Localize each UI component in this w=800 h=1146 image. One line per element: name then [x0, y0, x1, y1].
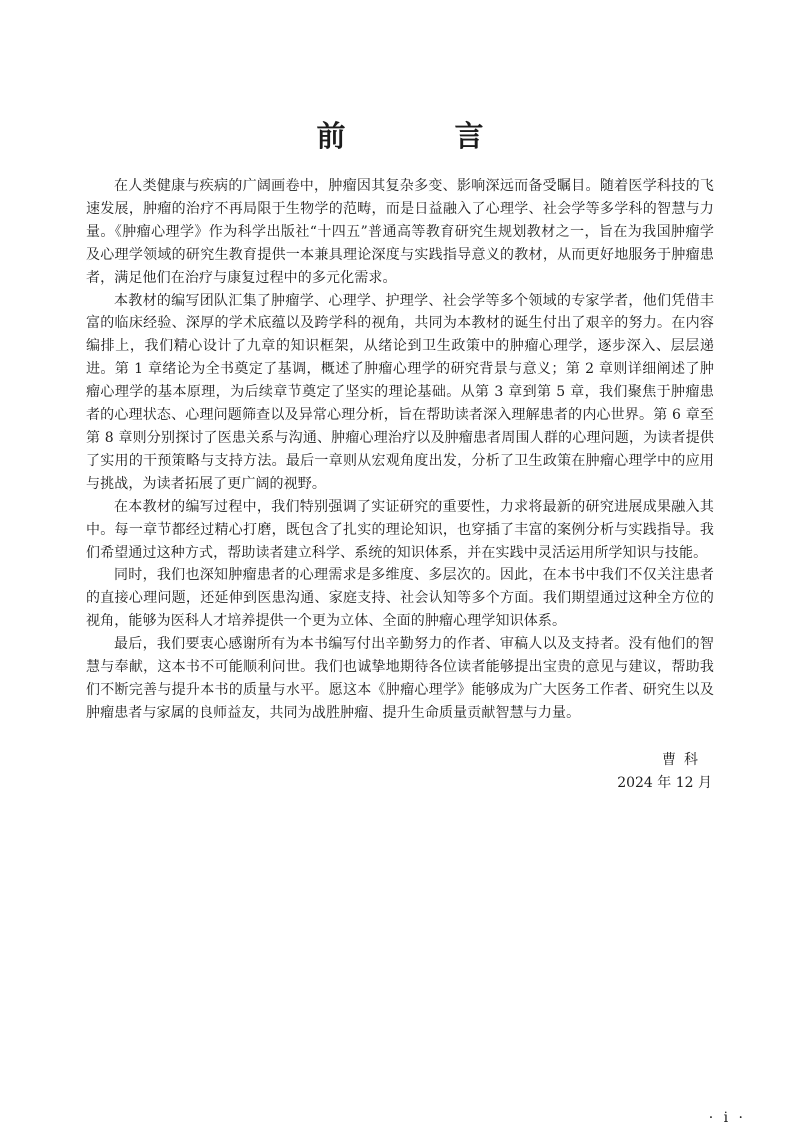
author-name: 曹科	[662, 752, 706, 768]
page-number: · i ·	[708, 1110, 746, 1126]
paragraph-2: 本教材的编写团队汇集了肿瘤学、心理学、护理学、社会学等多个领域的专家学者，他们凭借丰富的临床经验、深厚的学术底蕴以及跨学科的视角，共同为本教材的诞生付出了艰辛的努力。在内容编排上，我们精心设计了九章的知识框架，从绪论到卫生政策中的肿瘤心理学，逐步深入、层层递进。第 1 章绪论为全书奠定了基调，概述了肿瘤心理学的研究背景与意义；第 2 章则详细阐述了肿瘤心理学的基本原理，为后续章节奠定了坚实的理论基础。从第 3 章到第 5 章，我们聚焦于肿瘤患者的心理状态、心理问题筛查以及异常心理分析，旨在帮助读者深入理解患者的内心世界。第 6 章至第 8 章则分别探讨了医患关系与沟通、肿瘤心理治疗以及肿瘤患者周围人群的心理问题，为读者提供了实用的干预策略与支持方法。最后一章则从宏观角度出发，分析了卫生政策在肿瘤心理学中的应用与挑战，为读者拓展了更广阔的视野。	[86, 292, 714, 492]
page-title: 前 言	[316, 119, 524, 153]
paragraph-4: 同时，我们也深知肿瘤患者的心理需求是多维度、多层次的。因此，在本书中我们不仅关注患者的直接心理问题，还延伸到医患沟通、家庭支持、社会认知等多个方面。我们期望通过这种全方位的视角，能够为医科人才培养提供一个更为立体、全面的肿瘤心理学知识体系。	[86, 567, 714, 630]
paragraph-5: 最后，我们要衷心感谢所有为本书编写付出辛勤努力的作者、审稿人以及支持者。没有他们的智慧与奉献，这本书不可能顺利问世。我们也诚挚地期待各位读者能够提出宝贵的意见与建议，帮助我们不断完善与提升本书的质量与水平。愿这本《肿瘤心理学》能够成为广大医务工作者、研究生以及肿瘤患者与家属的良师益友，共同为战胜肿瘤、提升生命质量贡献智慧与力量。	[86, 636, 714, 721]
paragraph-3: 在本教材的编写过程中，我们特别强调了实证研究的重要性，力求将最新的研究进展成果融入其中。每一章节都经过精心打磨，既包含了扎实的理论知识，也穿插了丰富的案例分析与实践指导。我们希望通过这种方式，帮助读者建立科学、系统的知识体系，并在实践中灵活运用所学知识与技能。	[86, 498, 714, 561]
preface-body	[86, 175, 714, 725]
paragraph-1: 在人类健康与疾病的广阔画卷中，肿瘤因其复杂多变、影响深远而备受瞩目。随着医学科技的飞速发展，肿瘤的治疗不再局限于生物学的范畴，而是日益融入了心理学、社会学等多学科的智慧与力量。《肿瘤心理学》作为科学出版社“十四五”普通高等教育研究生规划教材之一，旨在为我国肿瘤学及心理学领域的研究生教育提供一本兼具理论深度与实践指导意义的教材，从而更好地服务于肿瘤患者，满足他们在治疗与康复过程中的多元化需求。	[86, 178, 714, 286]
signature-date: 2024 年 12 月	[617, 774, 712, 791]
signature-block	[600, 749, 714, 795]
